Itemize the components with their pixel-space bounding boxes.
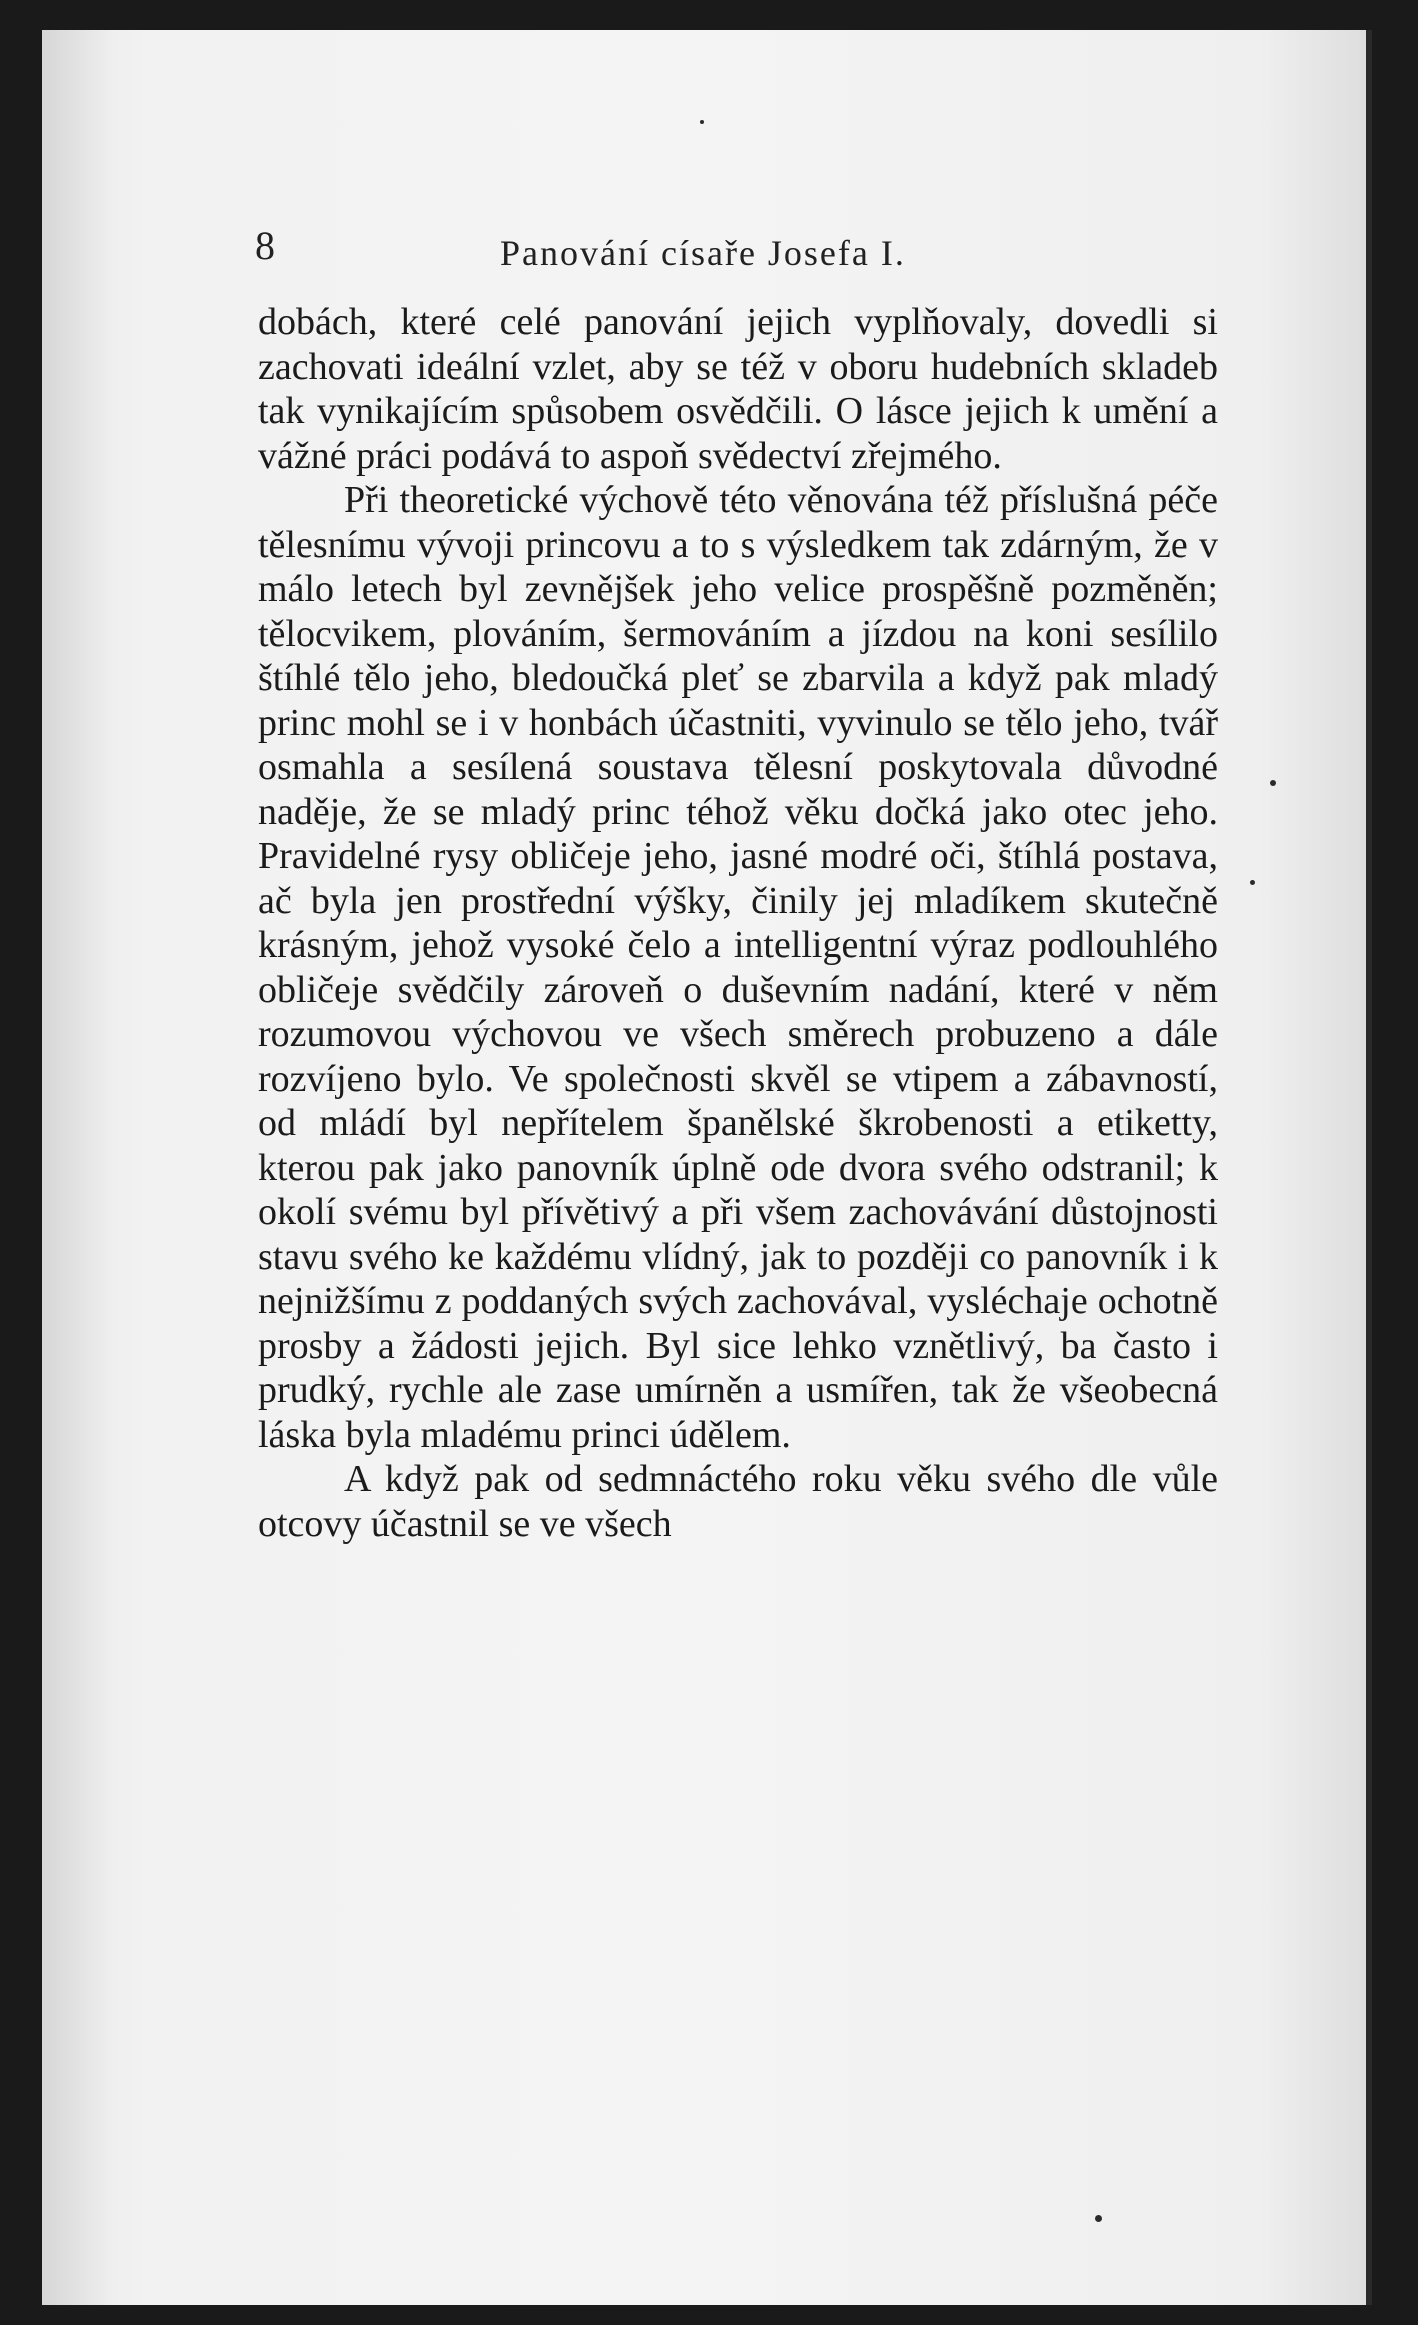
speck — [1270, 780, 1276, 786]
running-head: Panování císaře Josefa I. — [500, 233, 906, 273]
paragraph-physical-education: Při theoretické výchově této věnována též příslušná péče tělesnímu vývoji princovu a to s výsledkem tak zdárným, že v málo letech byl zevnějšek jeho velice prospěšně pozměněn; tělocvikem, plováním, šermováním a jízdou na koni sesílilo štíhlé tělo jeho, bledoučká pleť se zbarvila a když pak mladý princ mohl se i v honbách účastniti, vyvinulo se tělo jeho, tvář osmahla a sesílená soustava tělesní poskytovala důvodné naděje, že se mladý princ téhož věku dočká jako otec jeho. Pravidelné rysy obličeje jeho, jasné modré oči, štíhlá postava, ač byla jen prostřední výšky, činily jej mladíkem skutečně krásným, jehož vysoké čelo a intelligentní výraz podlouhlého obličeje svědčily zároveň o duševním nadání, které v něm rozumovou výchovou ve všech směrech probuzeno a dále rozvíjeno bylo. Ve společnosti skvěl se vtipem a zábavností, od mládí byl nepřítelem španělské škrobenosti a etiketty, kterou pak jako panovník úplně ode dvora svého odstranil; k okolí svému byl přívětivý a při všem zachovávání důstojnosti stavu svého ke každému vlídný, jak to později co panovník i k nejnižšímu z poddaných svých zachovával, vysléchaje ochotně prosby a žádosti jejich. Byl sice lehko vznětlivý, ba často i prudký, rychle ale zase umírněn a usmířen, tak že všeobecná láska byla mladému princi údělem. — [258, 479, 1218, 1456]
body-text — [258, 300, 1218, 1546]
speck — [1095, 2215, 1102, 2222]
paragraph-final: A když pak od sedmnáctého roku věku svého dle vůle otcovy účastnil se ve všech — [258, 1458, 1218, 1545]
page-number: 8 — [255, 223, 275, 268]
paragraph-continuation: dobách, které celé panování jejich vyplňovaly, dovedli si zachovati ideální vzlet, aby se též v oboru hudebních skladeb tak vynikajícím spůsobem osvědčili. O lásce jejich k umění a vážné práci podává to aspoň svědectví zřejmého. — [258, 301, 1218, 477]
speck — [1250, 880, 1255, 885]
page-shadow — [42, 30, 112, 2305]
speck — [700, 120, 704, 124]
